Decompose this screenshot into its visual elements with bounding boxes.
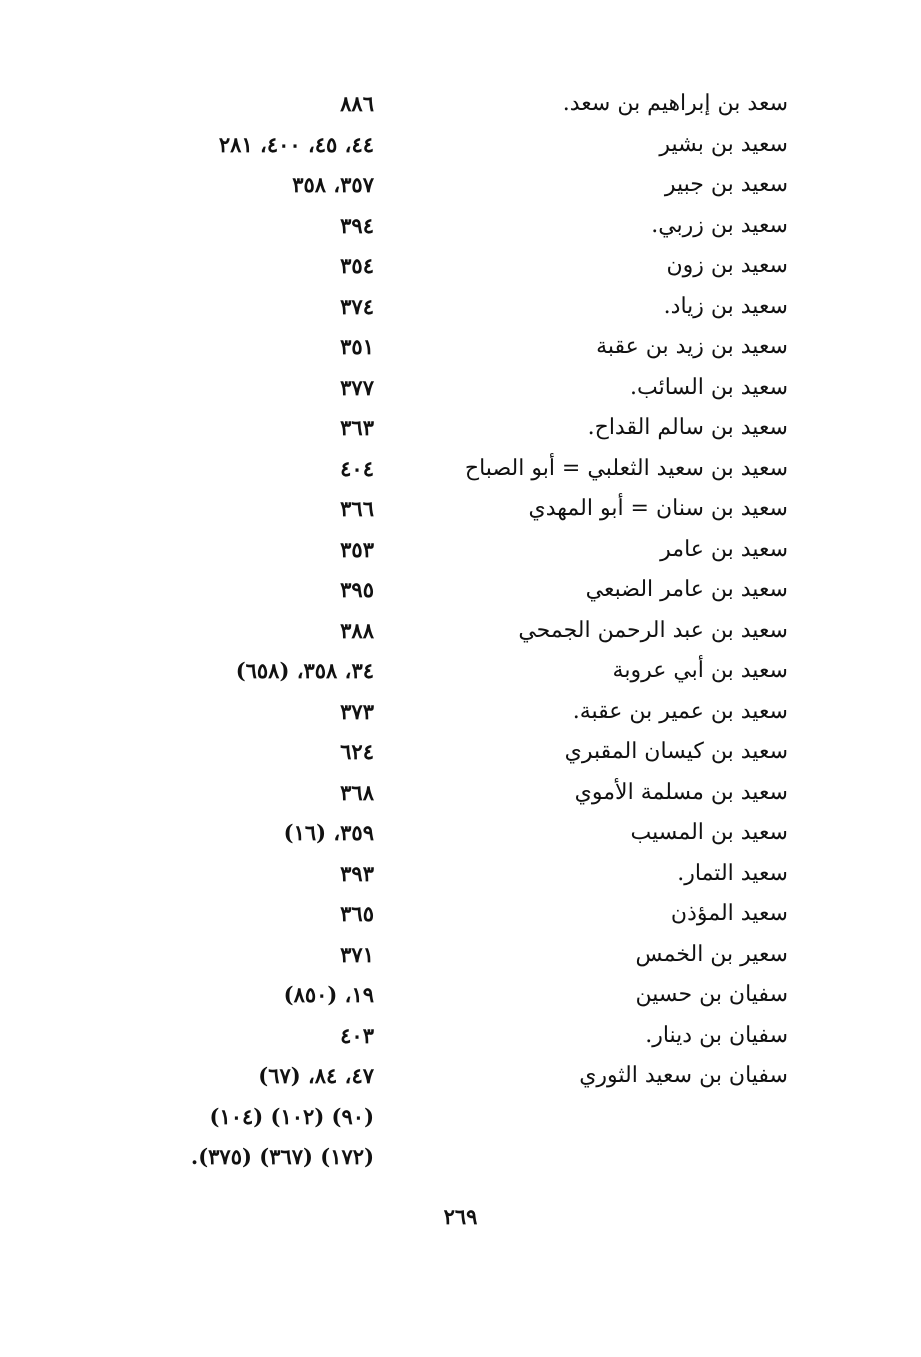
entry-references: ٣٥٩، (١٦) [283, 820, 374, 845]
index-entry [0, 935, 921, 976]
entry-references: ٣٥٤ [340, 253, 374, 278]
entry-references: ٣٨٨ [340, 617, 374, 643]
entry-references: ٣٩٥ [340, 577, 374, 602]
name-index-list [0, 84, 921, 1178]
entry-name: سعد بن إبراهيم بن سعد. [562, 91, 788, 116]
entry-name: سعيد بن سنان = أبو المهدي [528, 496, 788, 521]
entry-references: ١٩، (٨٥٠) [283, 982, 374, 1007]
entry-name: سفيان بن دينار. [645, 1022, 788, 1048]
index-entry [0, 125, 921, 166]
entry-references: ٦٢٤ [340, 739, 374, 764]
entry-name: سعيد بن عمير بن عقبة. [572, 698, 788, 724]
entry-name: سعيد بن سعيد الثعلبي = أبو الصباح [464, 455, 788, 481]
index-entry-continuation [0, 1137, 921, 1178]
entry-name: سعيد بن زياد. [663, 293, 788, 319]
index-entry [0, 165, 921, 206]
entry-name: سعيد بن جبير [664, 172, 788, 197]
entry-name: سعيد بن أبي عروبة [612, 658, 788, 683]
index-entry [0, 530, 921, 571]
index-entry [0, 692, 921, 733]
index-entry [0, 84, 921, 125]
index-entry [0, 813, 921, 854]
entry-references: ٣٧٤ [340, 293, 374, 319]
entry-name: سعيد بن كيسان المقبري [564, 739, 788, 764]
entry-name: سعير بن الخمس [635, 941, 788, 967]
entry-references: ٤٧، ٨٤، (٦٧) [258, 1063, 374, 1088]
entry-references: ٣٦٨ [340, 779, 374, 805]
index-entry [0, 489, 921, 530]
entry-references: ٣٩٣ [340, 860, 374, 886]
entry-references: ٣٥١ [340, 334, 374, 359]
index-entry [0, 854, 921, 895]
entry-name: سعيد التمار. [677, 860, 788, 886]
entry-name: سفيان بن سعيد الثوري [579, 1063, 788, 1088]
entry-references: ٣٥٣ [340, 536, 374, 562]
entry-references: ٣٥٧، ٣٥٨ [292, 172, 374, 197]
index-entry-continuation [0, 1097, 921, 1138]
entry-name: سعيد بن عبد الرحمن الجمحي [518, 617, 788, 643]
index-entry [0, 651, 921, 692]
index-entry [0, 570, 921, 611]
index-entry [0, 773, 921, 814]
index-entry [0, 327, 921, 368]
index-entry [0, 287, 921, 328]
index-entry [0, 368, 921, 409]
entry-references: ٣٧٧ [340, 374, 374, 400]
entry-name: سعيد بن زيد بن عقبة [596, 334, 788, 359]
entry-references: ٤٠٤ [340, 455, 374, 481]
index-entry [0, 1056, 921, 1097]
page-number: ٢٦٩ [443, 1204, 478, 1229]
entry-name: سعيد بن السائب. [630, 374, 788, 400]
entry-references: (٩٠) (١٠٢) (١٠٤) [209, 1103, 374, 1129]
index-entry [0, 1016, 921, 1057]
index-entry [0, 975, 921, 1016]
index-entry [0, 246, 921, 287]
index-entry [0, 611, 921, 652]
entry-references: ٣٧١ [340, 941, 374, 967]
entry-references: ٣٧٣ [340, 698, 374, 724]
index-entry [0, 408, 921, 449]
entry-references: ٣٤، ٣٥٨، (٦٥٨) [235, 658, 374, 683]
entry-references: ٤٤، ٤٥، ٤٠٠، ٢٨١ [218, 131, 374, 157]
entry-name: سعيد المؤذن [670, 901, 788, 926]
index-entry [0, 894, 921, 935]
entry-name: سعيد بن عامر [660, 536, 788, 562]
entry-references: ٨٨٦ [340, 91, 374, 116]
entry-name: سعيد بن بشير [659, 131, 788, 157]
entry-references: ٣٩٤ [340, 212, 374, 238]
entry-references: ٣٦٥ [340, 901, 374, 926]
entry-references: ٤٠٣ [340, 1022, 374, 1048]
entry-name: سفيان بن حسين [635, 982, 788, 1007]
entry-name: سعيد بن زون [666, 253, 788, 278]
entry-references: ٣٦٦ [340, 496, 374, 521]
index-entry [0, 206, 921, 247]
entry-name: سعيد بن مسلمة الأموي [574, 779, 788, 805]
entry-references: ٣٦٣ [340, 415, 374, 440]
entry-name: سعيد بن زربي. [651, 212, 788, 238]
entry-name: سعيد بن سالم القداح. [587, 415, 788, 440]
index-entry [0, 732, 921, 773]
entry-name: سعيد بن المسيب [630, 820, 788, 845]
index-entry [0, 449, 921, 490]
entry-name: سعيد بن عامر الضبعي [585, 577, 788, 602]
entry-references: (١٧٢) (٣٦٧) (٣٧٥). [190, 1144, 374, 1169]
